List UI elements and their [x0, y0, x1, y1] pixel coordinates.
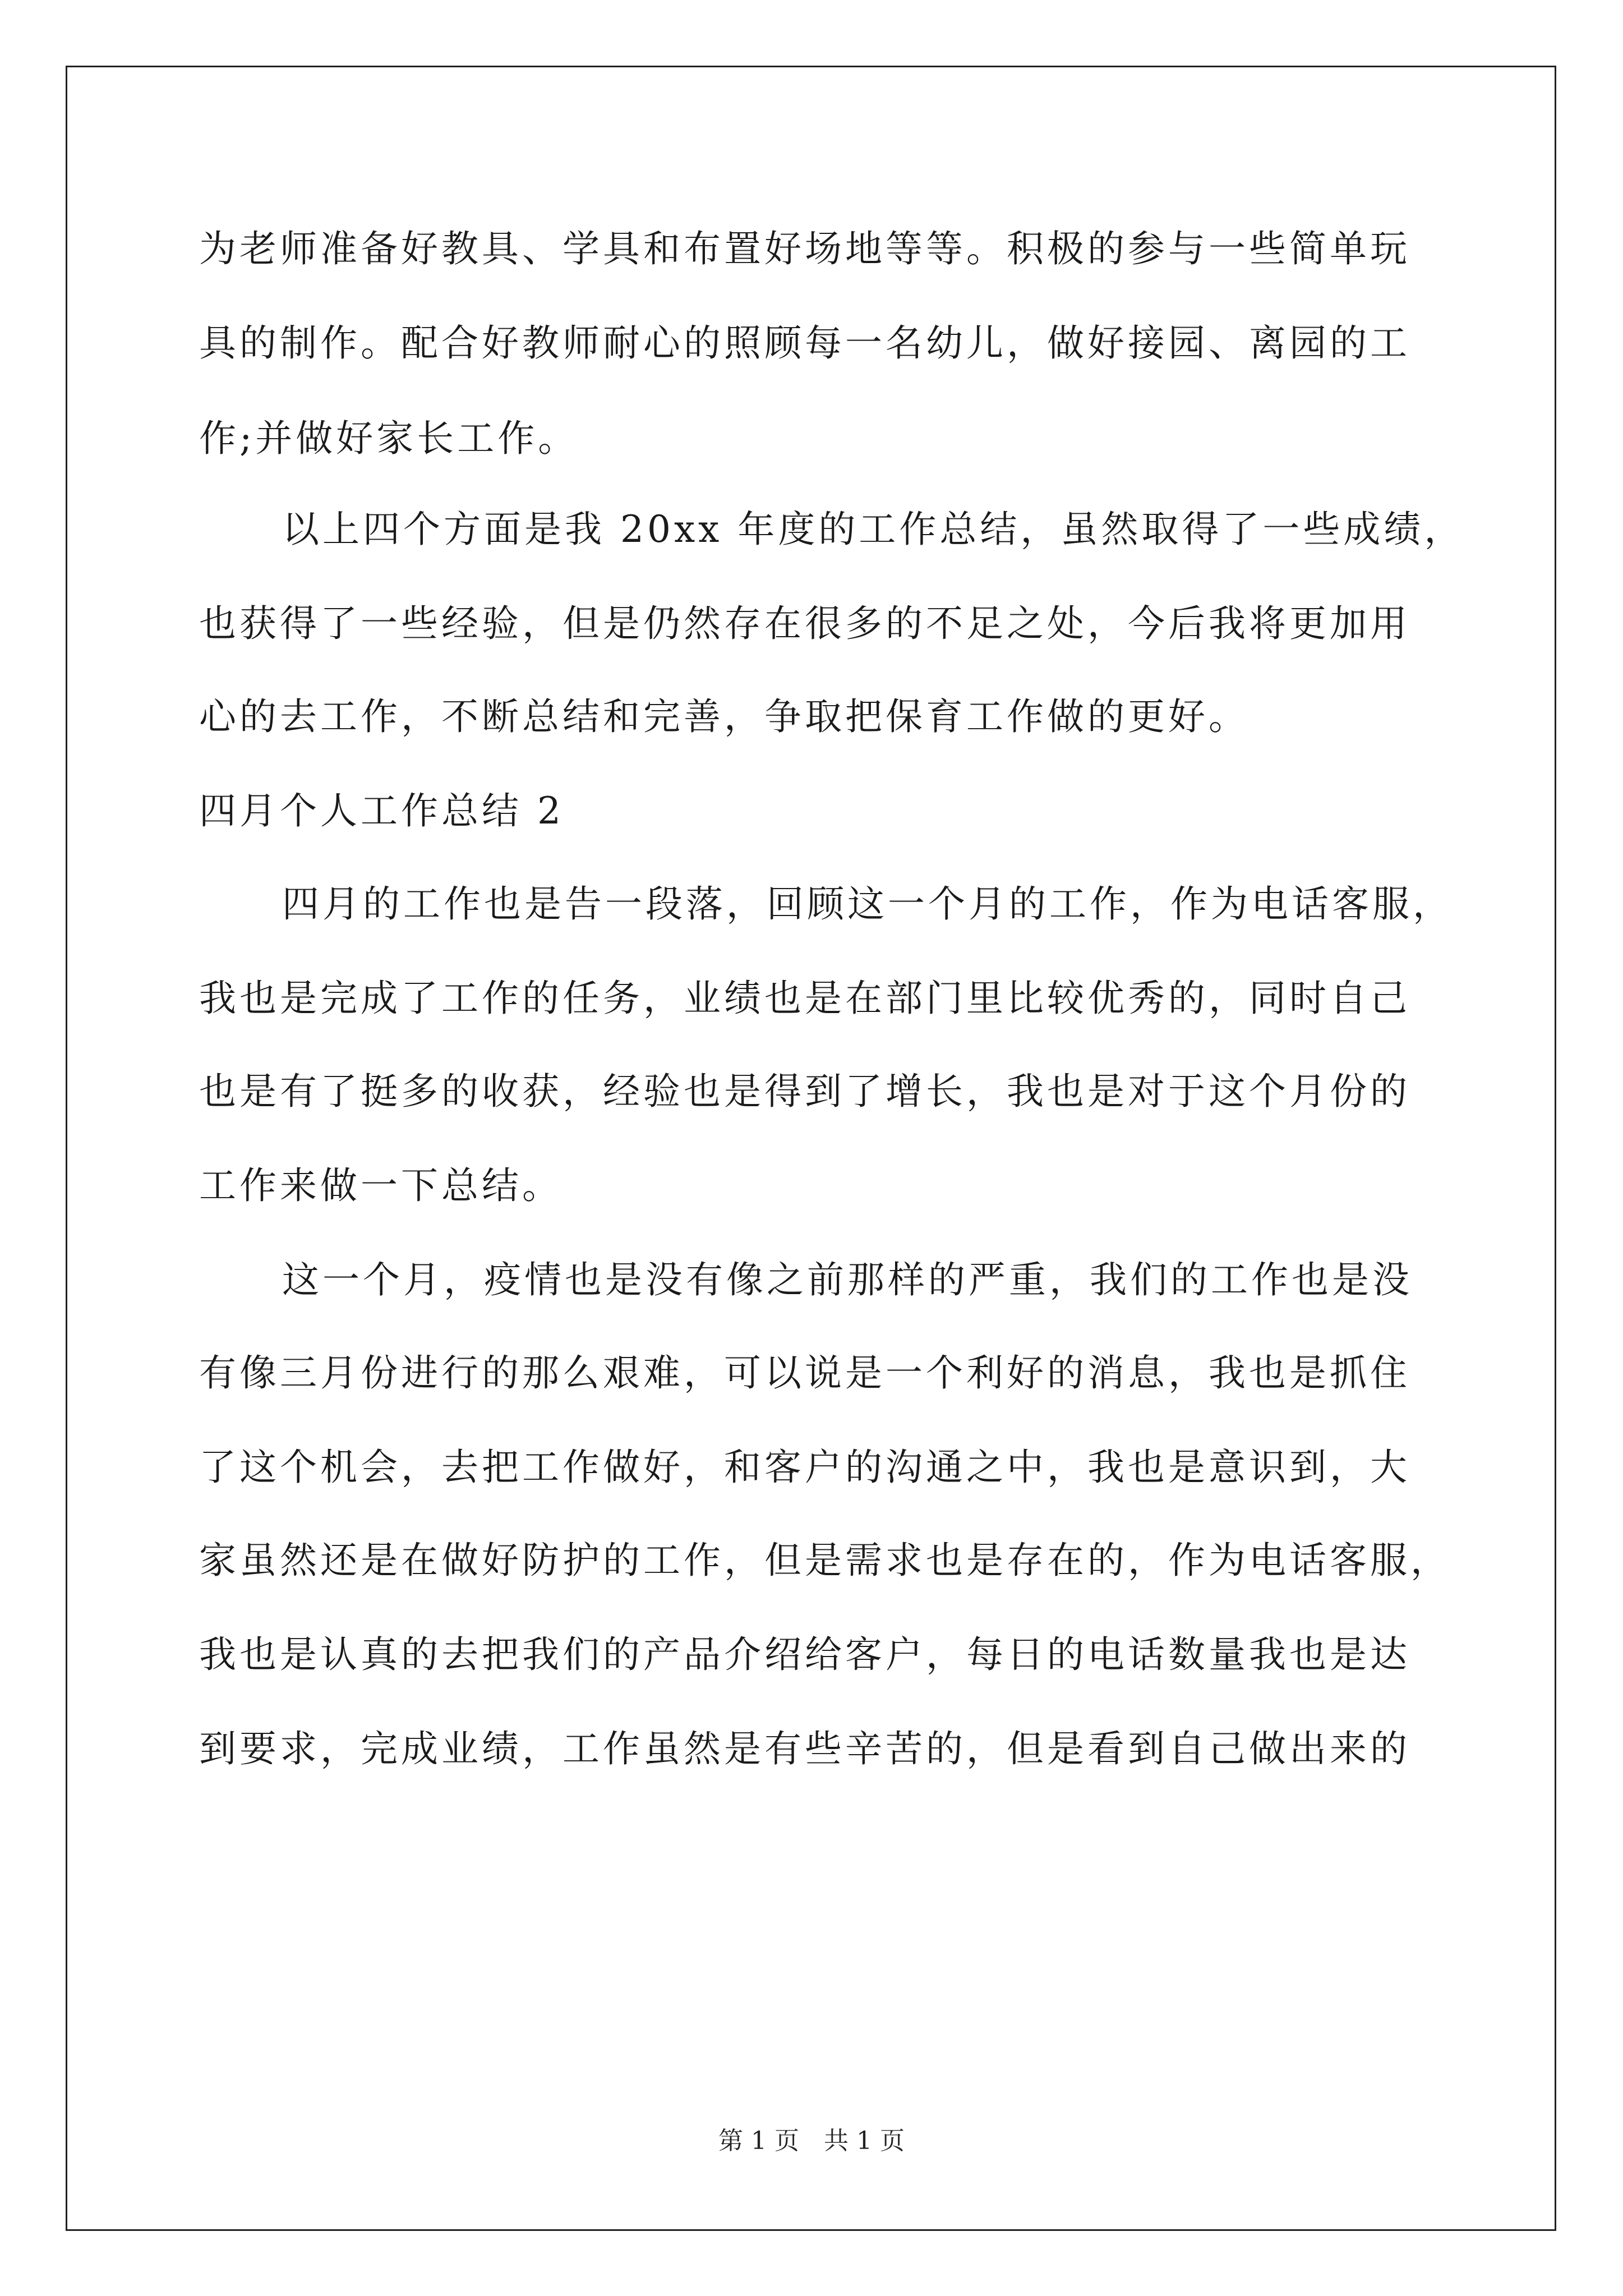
- text-line: 也是有了挺多的收获，经验也是得到了增长，我也是对于这个月份的: [199, 1070, 1410, 1113]
- paragraph-first-line: 以上四个方面是我 20xx 年度的工作总结，虽然取得了一些成绩，: [282, 508, 1465, 551]
- text-line: 到要求，完成业绩，工作虽然是有些辛苦的，但是看到自己做出来的: [199, 1727, 1410, 1770]
- page-border: [66, 66, 1556, 2231]
- text-line: 家虽然还是在做好防护的工作，但是需求也是存在的，作为电话客服，: [199, 1539, 1451, 1582]
- text-line: 我也是认真的去把我们的产品介绍给客户，每日的电话数量我也是达: [199, 1633, 1410, 1676]
- text-line: 具的制作。配合好教师耐心的照顾每一名幼儿，做好接园、离园的工: [199, 321, 1410, 365]
- paragraph-first-line: 这一个月，疫情也是没有像之前那样的严重，我们的工作也是没: [282, 1258, 1413, 1301]
- page-number-footer: 第 1 页 共 1 页: [718, 2127, 905, 2155]
- text-line: 我也是完成了工作的任务，业绩也是在部门里比较优秀的，同时自己: [199, 977, 1410, 1020]
- text-line: 心的去工作，不断总结和完善，争取把保育工作做的更好。: [199, 695, 1249, 738]
- text-line: 了这个机会，去把工作做好，和客户的沟通之中，我也是意识到，大: [199, 1446, 1410, 1489]
- text-line: 也获得了一些经验，但是仍然存在很多的不足之处，今后我将更加用: [199, 602, 1410, 645]
- text-line: 为老师准备好教具、学具和布置好场地等等。积极的参与一些简单玩: [199, 227, 1410, 270]
- text-line: 有像三月份进行的那么艰难，可以说是一个利好的消息，我也是抓住: [199, 1351, 1410, 1395]
- paragraph-first-line: 四月的工作也是告一段落，回顾这一个月的工作，作为电话客服，: [282, 882, 1453, 926]
- section-heading: 四月个人工作总结 2: [199, 789, 564, 832]
- text-line: 工作来做一下总结。: [199, 1164, 562, 1207]
- text-line: 作;并做好家长工作。: [199, 417, 579, 460]
